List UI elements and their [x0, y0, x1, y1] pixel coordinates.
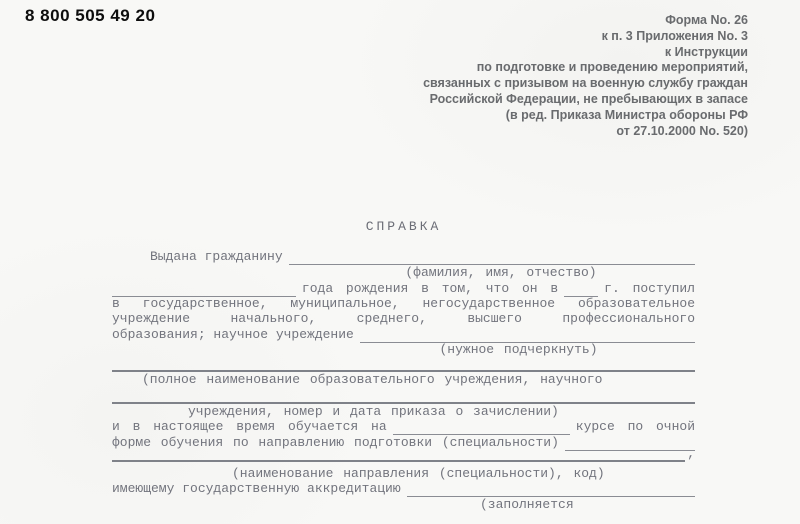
studies-text: и в настоящее время обучается на [112, 419, 387, 434]
specialty-blank-row [112, 446, 695, 462]
institution-line-1: в государственное, муниципальное, негосударственное образовательное [112, 296, 695, 311]
institution-line-2: учреждение начального, среднего, высшего профессионального [112, 311, 695, 326]
institution-line-3-text: образования; научное учреждение [112, 327, 354, 342]
issued-to-label: Выдана гражданину [150, 249, 283, 264]
birth-year-text: года рождения в том, что он в [301, 281, 559, 296]
document-title: СПРАВКА [365, 219, 442, 234]
header-line-federation: Российской Федерации, не пребывающих в запасе [429, 91, 748, 106]
specialty-caption: (наименование направления (специальности), код) [232, 466, 605, 481]
watermark-phone: 8 800 505 49 20 [25, 6, 156, 25]
entered-text: г. поступил [604, 281, 695, 296]
current-studies-line [112, 419, 695, 435]
accreditation-line [112, 481, 695, 497]
fio-caption: (фамилия, имя, отчество) [405, 265, 597, 280]
issued-to-line [112, 249, 695, 265]
accreditation-blank-line [407, 483, 695, 497]
header-line-conscription: связанных с призывом на военную службу граждан [423, 76, 748, 91]
header-line-form-number: Форма No. 26 [665, 13, 748, 27]
fio-blank-line [289, 251, 695, 265]
full-name-blank-line-2 [112, 389, 695, 404]
underline-needed-caption: (нужное подчеркнуть) [439, 342, 598, 357]
form-body [112, 0, 695, 524]
course-blank-line [393, 421, 570, 435]
study-form-text: форме обучения по направлению подготовки (специальности) [112, 435, 559, 450]
header-line-instruction: к Инструкции [664, 44, 748, 59]
full-name-caption-2: учреждения, номер и дата приказа о зачислении) [188, 404, 559, 419]
specialty-blank-line-2 [112, 447, 685, 462]
trailing-comma: , [687, 446, 695, 461]
course-text: курсе по очной [575, 419, 695, 434]
header-line-appendix: к п. 3 Приложения No. 3 [601, 28, 748, 43]
full-name-caption-1: (полное наименование образовательного учреждения, научного [142, 372, 603, 387]
header-line-order-date: от 27.10.2000 No. 520) [616, 123, 748, 138]
birth-year-line [112, 281, 695, 297]
entry-year-blank-line [564, 283, 598, 297]
science-institution-blank-line [360, 329, 695, 343]
institution-line-3 [112, 327, 695, 343]
accreditation-text: имеющему государственную аккредитацию [112, 481, 401, 496]
filled-caption: (заполняется [480, 497, 574, 512]
birth-year-blank-line [112, 283, 296, 297]
full-name-blank-row-1 [112, 356, 695, 372]
full-name-blank-row-2 [112, 388, 695, 404]
full-name-blank-line-1 [112, 357, 695, 372]
header-line-preparation: по подготовке и проведению мероприятий, [476, 60, 748, 75]
header-line-edition: (в ред. Приказа Министра обороны РФ [505, 107, 748, 122]
